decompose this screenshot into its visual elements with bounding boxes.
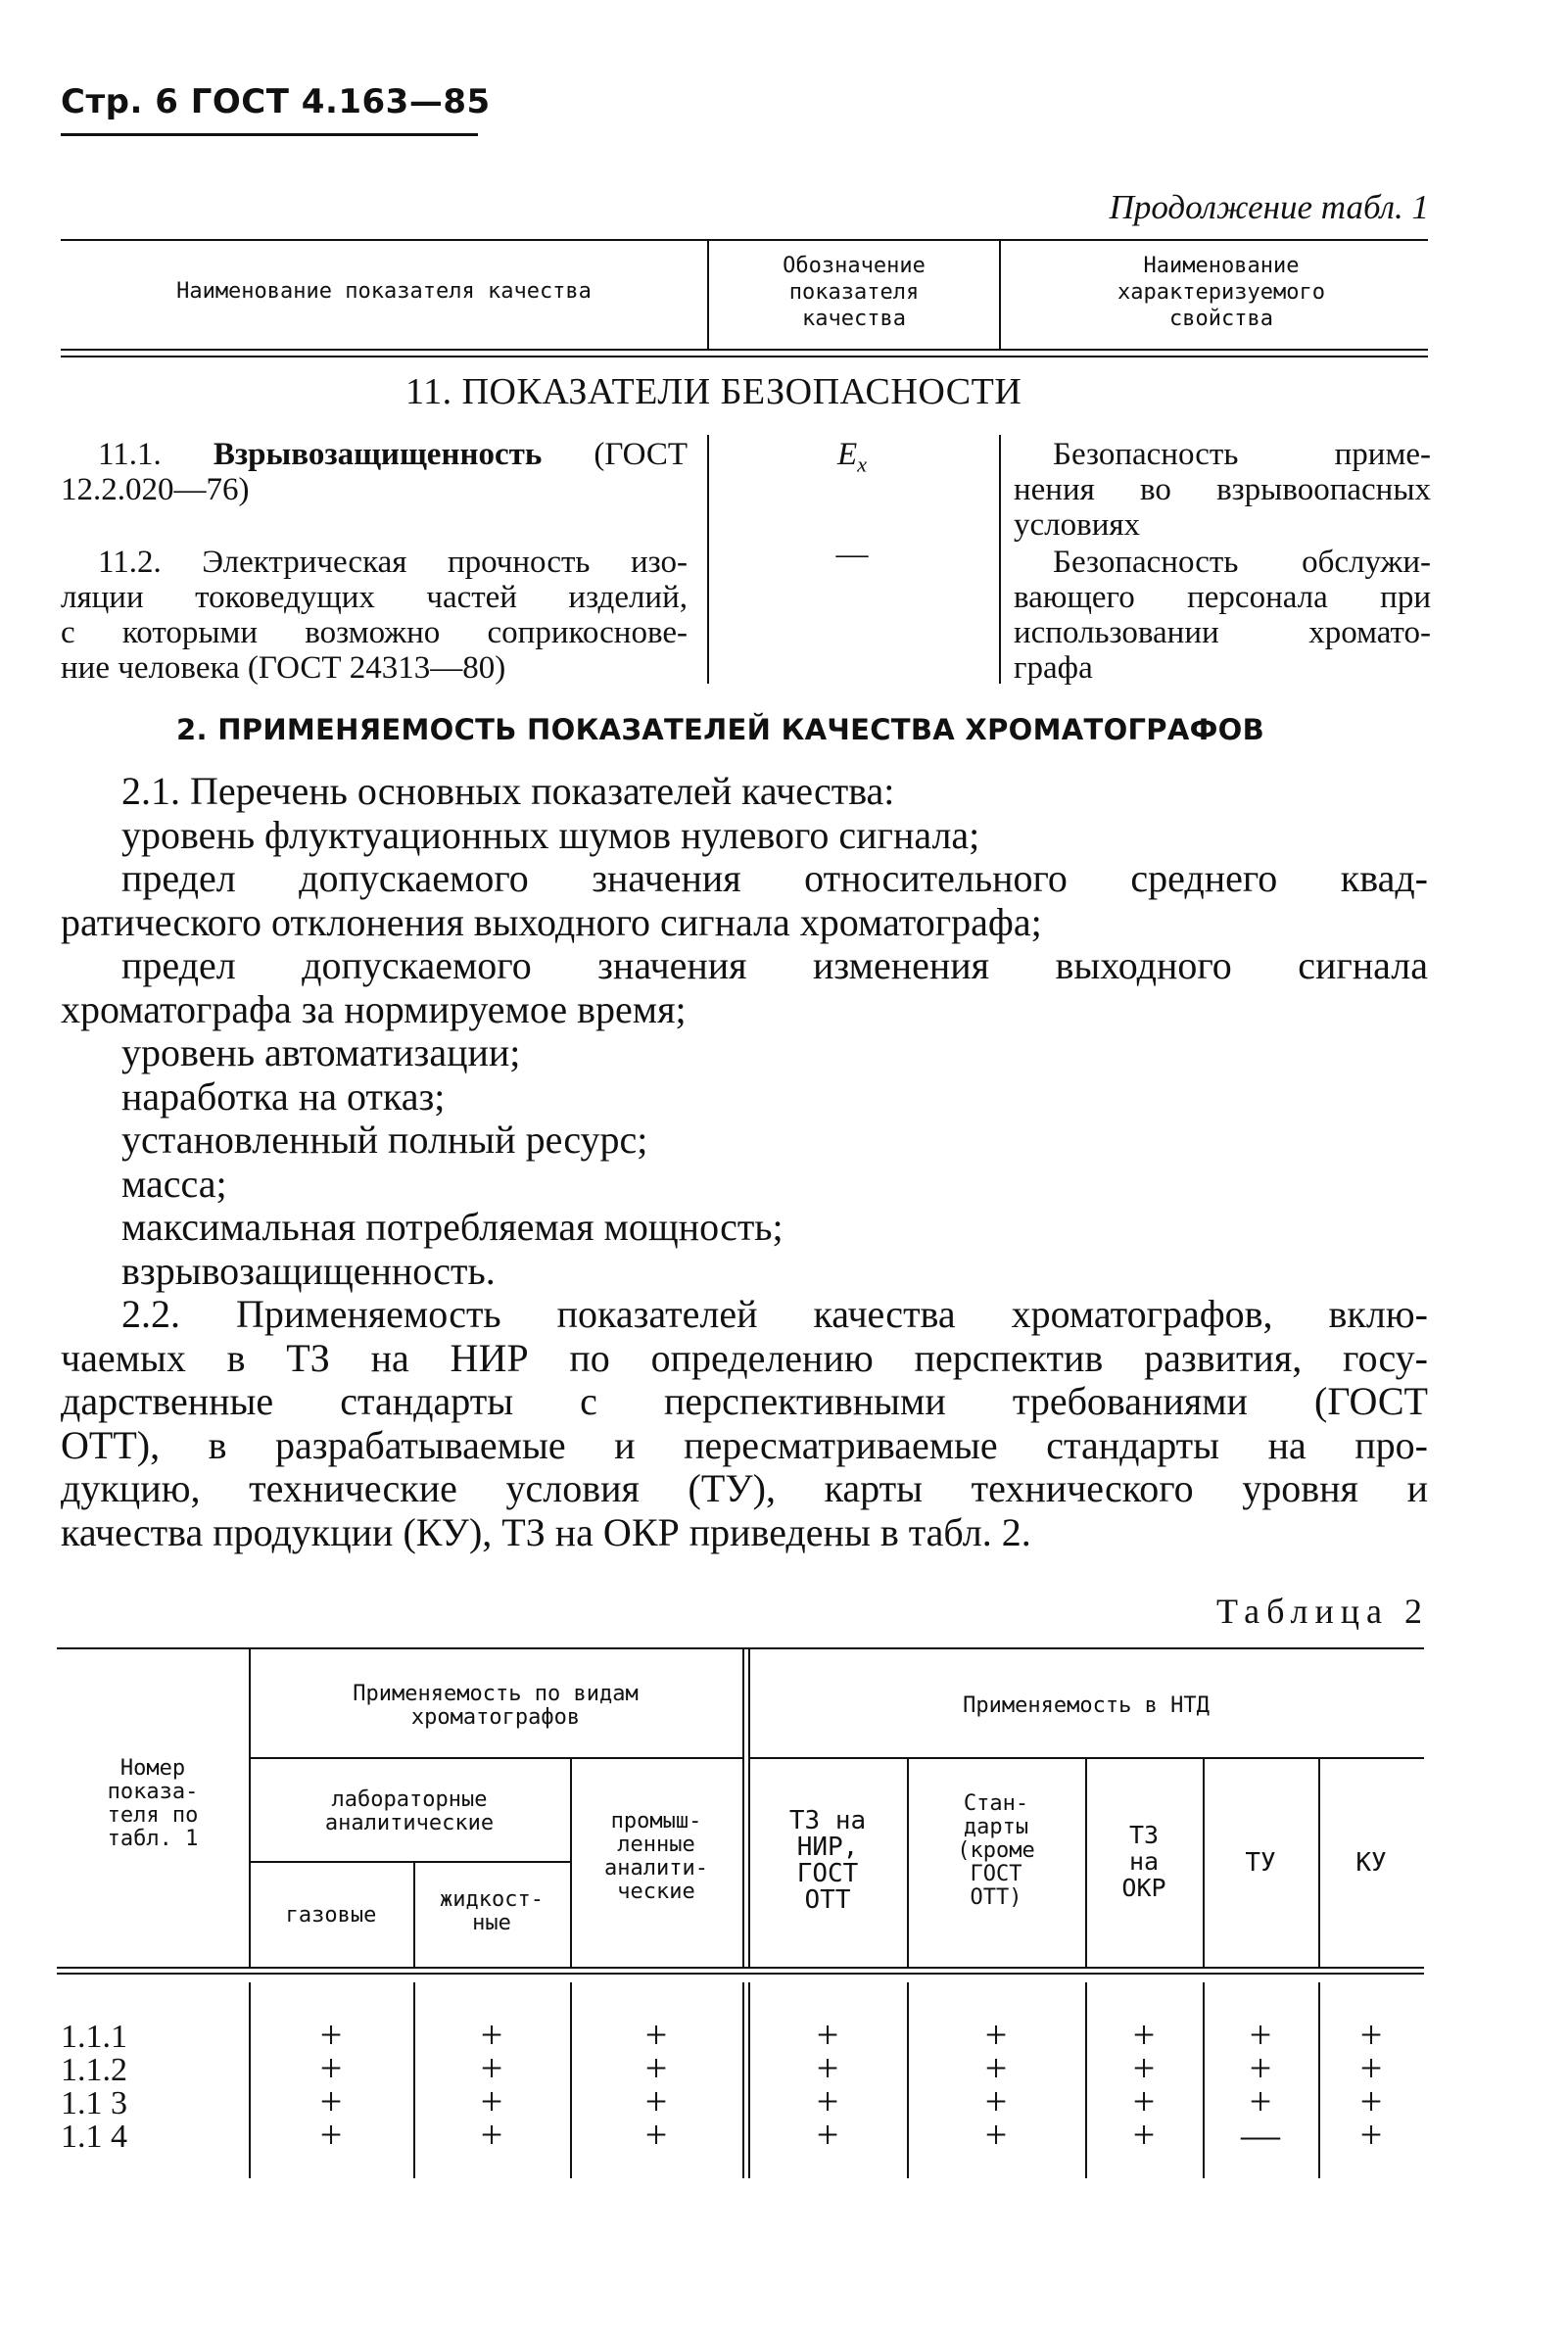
page-header: Стр. 6 ГОСТ 4.163—85 [61, 82, 491, 121]
table2-row-num: 1.1 4 [61, 2119, 127, 2155]
table2-mark: + [480, 2046, 503, 2090]
table1-section-title: 11. ПОКАЗАТЕЛИ БЕЗОПАСНОСТИ [405, 371, 1022, 412]
table1-top-rule [61, 239, 1428, 241]
table2-row-num: 1.1.2 [61, 2052, 127, 2088]
table2-mark: + [644, 2013, 668, 2057]
table2-mark: + [480, 2079, 503, 2123]
section2-title: 2. ПРИМЕНЯЕМОСТЬ ПОКАЗАТЕЛЕЙ КАЧЕСТВА ХРОМАТОГРАФОВ [176, 713, 1265, 746]
table1-row-11-2-name: 11.2. Электрическая прочность изо- ляции токоведущих частей изделий, с которыми возможно соприкоснове- ние человека (ГОСТ 24313—80) [61, 545, 688, 686]
table2-mark: + [1359, 2079, 1383, 2123]
table2-col-tz-okr: ТЗ на ОКР [1121, 1821, 1166, 1902]
table2-mark: — [1241, 2113, 1280, 2157]
table2-col-ku: КУ [1355, 1848, 1387, 1878]
table1-col-symbol: Обозначение показателя качества [783, 254, 926, 331]
table2-mark: + [984, 2079, 1008, 2123]
table2-mark: + [644, 2079, 668, 2123]
table2-mark: + [644, 2113, 668, 2157]
table2-col-liquid: жидкост- ные [440, 1887, 544, 1935]
table1-row-11-1-property: Безопасность приме- нения во взрывоопасных условиях [1014, 437, 1431, 543]
table2-mark: + [319, 2079, 343, 2123]
table2-mark: + [1132, 2079, 1156, 2123]
table2-mark: + [1359, 2113, 1383, 2157]
table1-row-11-2-symbol: — [835, 537, 869, 572]
table2-sub-lab: лабораторные аналитические [324, 1787, 495, 1835]
table2-mark: + [984, 2013, 1008, 2057]
table2-row-num: 1.1 3 [61, 2085, 127, 2121]
section2-text: 2.1. Перечень основных показателей качества: уровень флуктуационных шумов нулевого сигнала; предел допускаемого значения относительного среднего квад- ратического отклонения выходного сигнала хроматографа; предел допускаемого значения изменения выходного сигнала хроматографа за нормируемое время; уровень автоматизации; наработка на отказ; установленный полный ресурс; масса; максимальная потребляемая мощность; взрывозащищенность. 2.2. Применяемость показателей качества хроматографов, вклю- чаемых в ТЗ на НИР по определению перспектив развития, госу- дарственные стандарты с перспективными требованиями (ГОСТ ОТТ), в разрабатываемые и пересматриваемые стандарты на про- дукцию, технические условия (ТУ), карты технического уровня и качества продукции (КУ), ТЗ на ОКР приведены в табл. 2. [61, 769, 1428, 1554]
table2-mark: + [816, 2079, 839, 2123]
table1-continuation: Продолжение табл. 1 [1109, 188, 1429, 226]
table1-rule-1 [707, 435, 709, 684]
header-rule [61, 133, 478, 136]
table1-row-11-1-name: 11.1. Взрывозащищенность (ГОСТ 12.2.020—76) [61, 437, 688, 507]
table1-rule-2 [999, 435, 1001, 684]
table2-col-number: Номер показа- теля по табл. 1 [107, 1756, 199, 1851]
table2-row-num: 1.1.1 [61, 2019, 127, 2055]
table2-mark: + [1132, 2046, 1156, 2090]
table1-col-property: Наименование характеризуемого свойства [1117, 254, 1325, 331]
table2-mark: + [816, 2013, 839, 2057]
table2-mark: + [1132, 2113, 1156, 2157]
table2-mark: + [984, 2046, 1008, 2090]
table2-group-types: Применяемость по видам хроматографов [353, 1682, 639, 1730]
table2-mark: + [816, 2113, 839, 2157]
table2-mark: + [480, 2013, 503, 2057]
table2-mark: + [1249, 2046, 1272, 2090]
table1-header-double-rule [61, 349, 1428, 357]
table2-col-industrial: промыш- ленные аналити- ческие [604, 1809, 708, 1904]
table1-row-11-2-property: Безопасность обслужи- вающего персонала при использовании хромато- графа [1014, 545, 1431, 686]
table2-mark: + [1249, 2013, 1272, 2057]
table2-mark: + [480, 2113, 503, 2157]
table1-row-11-1-symbol: $E_x$ [837, 437, 867, 477]
table2-col-tu: ТУ [1245, 1848, 1276, 1878]
table2-group-ntd: Применяемость в НТД [963, 1693, 1210, 1718]
table2-mark: + [1359, 2013, 1383, 2057]
table2-col-tz-nir: ТЗ на НИР, ГОСТ ОТТ [788, 1806, 867, 1915]
table2-mark: + [1249, 2079, 1272, 2123]
table1-col-name: Наименование показателя качества [176, 279, 592, 304]
table2-mark: + [1132, 2013, 1156, 2057]
table2-col-standards: Стан- дарты (кроме ГОСТ ОТТ) [957, 1791, 1035, 1910]
table2-mark: + [644, 2046, 668, 2090]
table2-caption: Таблица 2 [1216, 1592, 1429, 1631]
table2-mark: + [816, 2046, 839, 2090]
table2-mark: + [319, 2013, 343, 2057]
table2-mark: + [319, 2046, 343, 2090]
table2-mark: + [984, 2113, 1008, 2157]
table2-mark: + [319, 2113, 343, 2157]
table2-mark: + [1359, 2046, 1383, 2090]
table2-col-gas: газовые [285, 1903, 377, 1928]
